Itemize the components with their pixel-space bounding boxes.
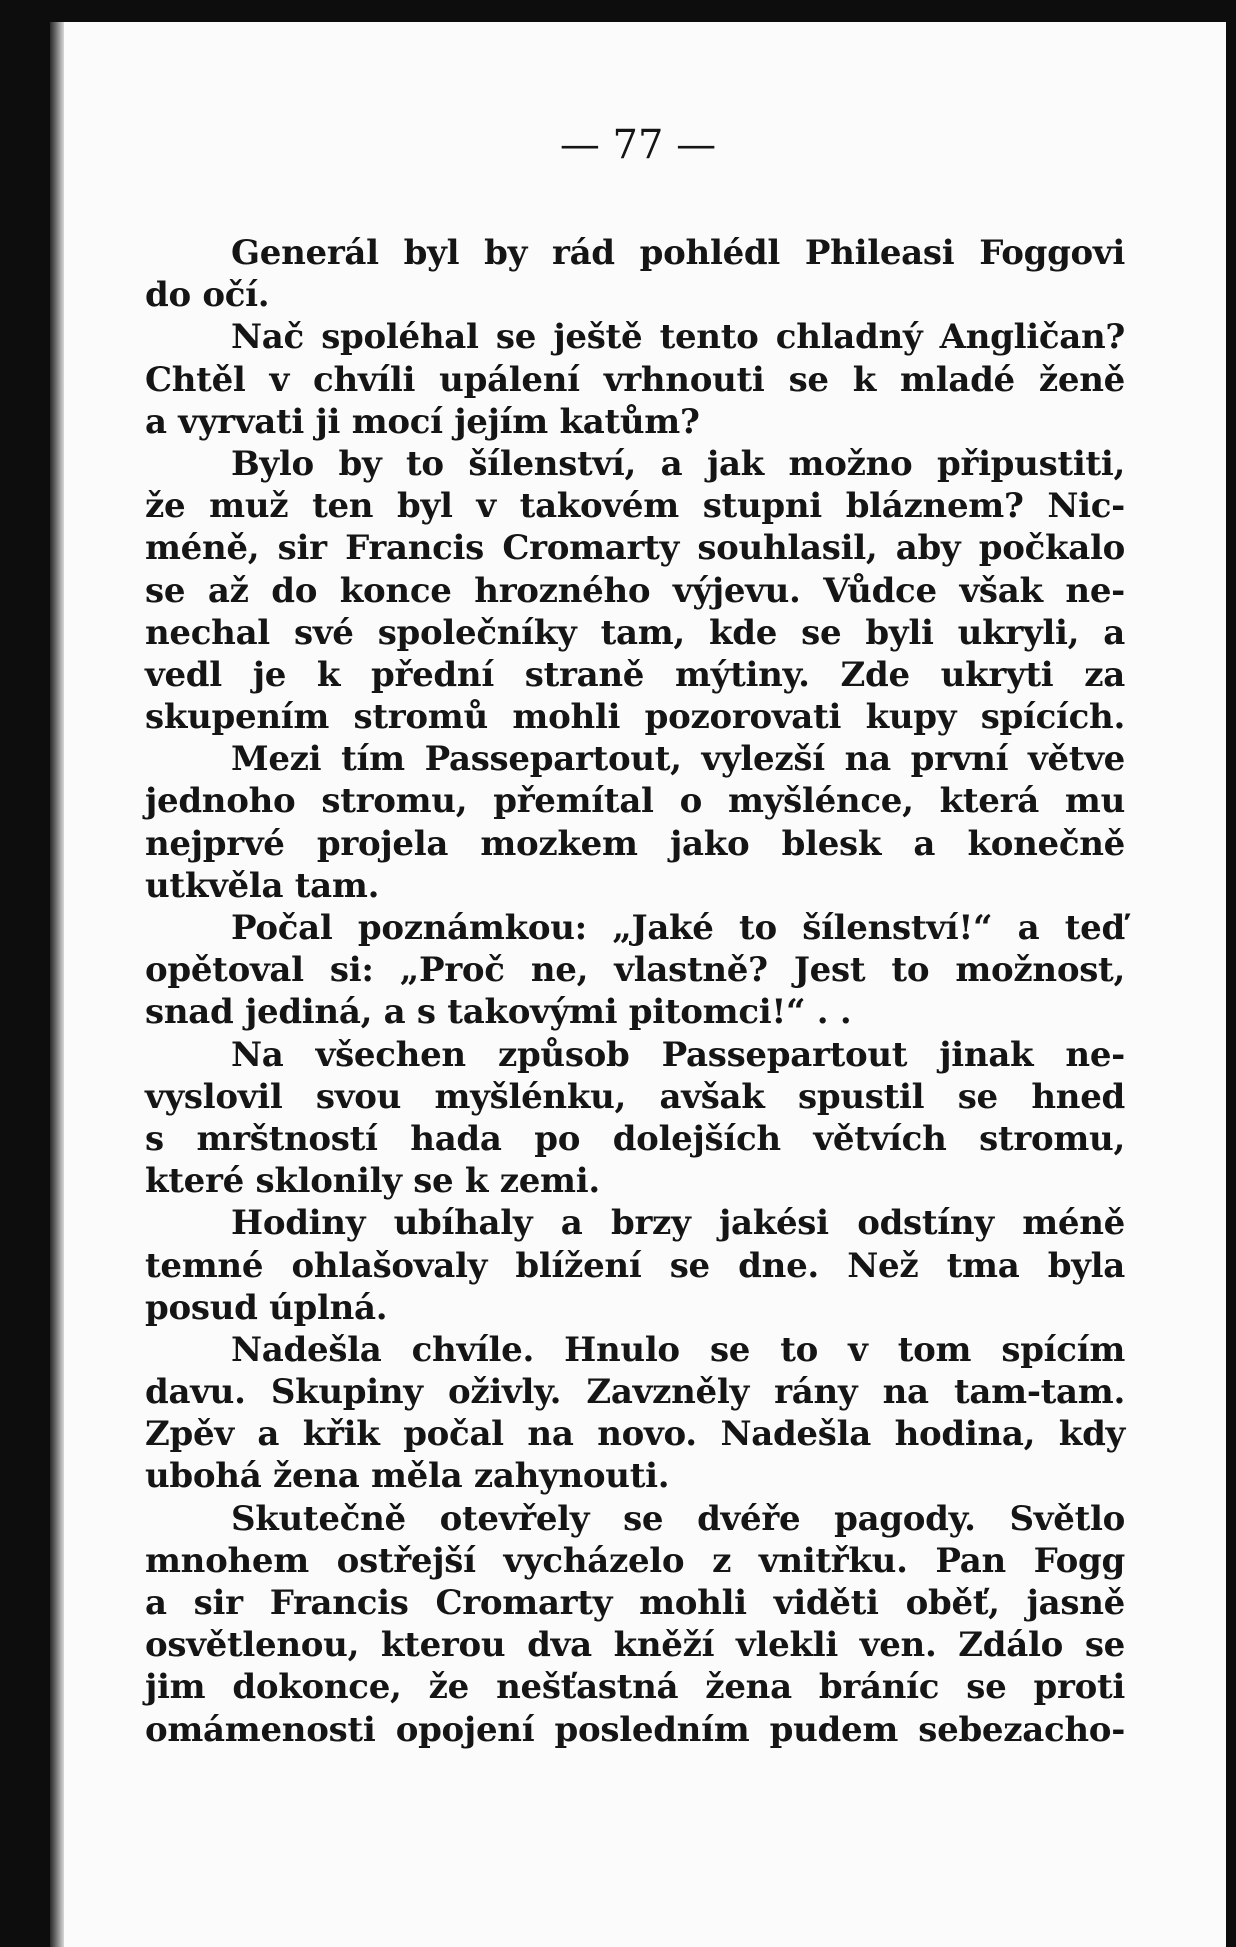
text-line: osvětlenou, kterou dva kněží vlekli ven. Zdálo se — [145, 1625, 1125, 1666]
text-line: méně, sir Francis Cromarty souhlasil, aby počkalo — [145, 528, 1125, 569]
text-line: a sir Francis Cromarty mohli viděti oběť, jasně — [145, 1583, 1125, 1623]
text-line: snad jediná, a s takovými pitomci!“ . . — [145, 992, 852, 1033]
text-line: nechal své společníky tam, kde se byli ukryli, a — [145, 612, 1125, 653]
text-line: utkvěla tam. — [145, 865, 380, 906]
text-line: davu. Skupiny oživly. Zavzněly rány na tam-tam. — [145, 1372, 1125, 1413]
text-line: omámenosti opojení posledním pudem sebezacho- — [145, 1709, 1125, 1750]
text-line: vedl je k přední straně mýtiny. Zde ukryti za — [145, 654, 1125, 695]
text-line: Skutečně otevřely se dvéře pagody. Světlo — [231, 1498, 1125, 1539]
text-line: ubohá žena měla zahynouti. — [145, 1456, 670, 1497]
text-line: Chtěl v chvíli upálení vrhnouti se k mladé ženě — [145, 359, 1125, 400]
text-line: a vyrvati ji mocí jejím katům? — [145, 401, 700, 442]
text-line: s mrštností hada po dolejších větvích stromu, — [145, 1118, 1125, 1159]
page-number: — 77 — — [559, 122, 717, 168]
text-line: posud úplná. — [145, 1287, 388, 1328]
text-line: Nač spoléhal se ještě tento chladný Angličan? — [231, 317, 1125, 358]
text-line: temné ohlašovaly blížení se dne. Než tma byla — [145, 1245, 1125, 1286]
text-line: mnohem ostřejší vycházelo z vnitřku. Pan Fogg — [145, 1540, 1125, 1581]
text-line: do očí. — [145, 275, 270, 316]
text-line: které sklonily se k zemi. — [145, 1161, 600, 1202]
text-line: Generál byl by rád pohlédl Phileasi Foggovi — [231, 233, 1125, 273]
text-line: skupením stromů mohli pozorovati kupy spících. — [145, 697, 1125, 738]
text-line: Bylo by to šílenství, a jak možno připustiti, — [231, 443, 1125, 484]
text-line: Zpěv a křik počal na novo. Nadešla hodina, kdy — [145, 1414, 1125, 1455]
text-line: že muž ten byl v takovém stupni bláznem? Nic- — [145, 486, 1125, 527]
text-line: nejprvé projela mozkem jako blesk a konečně — [145, 823, 1125, 864]
page-spine-shadow — [50, 22, 64, 1947]
text-line: se až do konce hrozného výjevu. Vůdce však ne- — [145, 570, 1125, 611]
text-line: jim dokonce, že nešťastná žena bráníc se proti — [145, 1667, 1125, 1708]
text-line: Hodiny ubíhaly a brzy jakési odstíny méně — [231, 1203, 1125, 1244]
text-line: Na všechen způsob Passepartout jinak ne- — [231, 1034, 1125, 1075]
text-line: Mezi tím Passepartout, vylezší na první větve — [231, 739, 1125, 780]
text-line: Počal poznámkou: „Jaké to šílenství!“ a teď — [231, 908, 1125, 948]
book-page — [50, 22, 1226, 1947]
body-text — [145, 232, 1125, 1751]
text-line: Nadešla chvíle. Hnulo se to v tom spícím — [231, 1329, 1125, 1370]
text-line: opětoval si: „Proč ne, vlastně? Jest to možnost, — [145, 950, 1125, 991]
text-line: vyslovil svou myšlénku, avšak spustil se hned — [145, 1076, 1125, 1117]
text-line: jednoho stromu, přemítal o myšlénce, která mu — [145, 781, 1125, 822]
